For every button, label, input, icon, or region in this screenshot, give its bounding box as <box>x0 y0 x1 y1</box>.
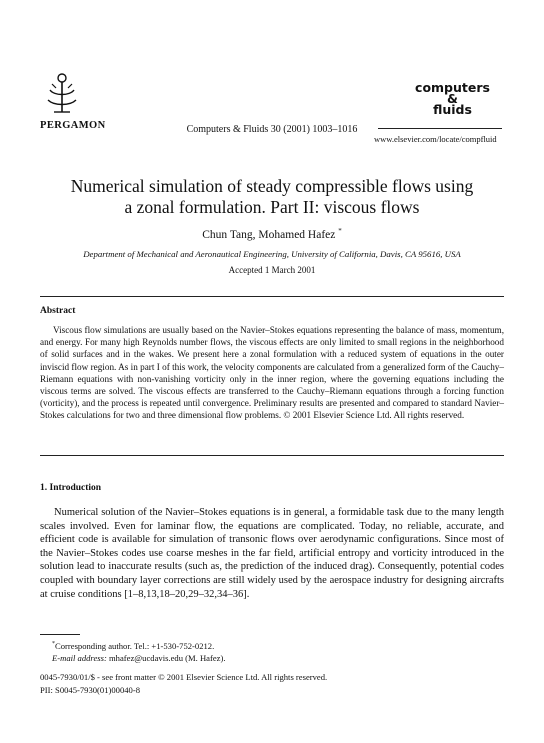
pii-line: PII: S0045-7930(01)00040-8 <box>40 685 141 695</box>
footnote-rule <box>40 634 80 635</box>
pergamon-logo-icon <box>44 70 80 116</box>
journal-url-link[interactable]: www.elsevier.com/locate/compfluid <box>374 134 497 144</box>
abstract-body: Viscous flow simulations are usually based on the Navier–Stokes equations representing the balance of mass, momentum, and energy. For many high Reynolds number flows, the viscous effects are only limited to small regions in the neighborhood of solid surfaces and in the wakes. We present here a zonal formulation with a reduced system of equations in the outer inviscid flow region. As in part I of this work, the velocity components are calculated from a generalized form of the Cauchy–Riemann equations with non-vanishing vorticity only in the inner region, where the governing equations including the viscous terms are solved. The viscous effects are transferred to the Cauchy–Riemann equations through a forcing function (vorticity), and the process is repeated until convergence. Preliminary results are presented and compared to standard Navier–Stokes calculations for two and three dimensional flow problems. © 2001 Elsevier Science Ltd. All rights reserved. <box>40 325 504 421</box>
title-line-2: a zonal formulation. Part II: viscous flows <box>124 197 420 217</box>
article-title <box>0 176 544 218</box>
brand-line-1: computers <box>415 80 490 95</box>
email-label: E-mail address: <box>52 653 107 664</box>
accepted-date: Accepted 1 March 2001 <box>228 265 316 275</box>
corresponding-author-note <box>52 638 225 652</box>
journal-brand-logo <box>405 82 500 115</box>
publication-info <box>40 671 327 697</box>
header-divider <box>378 128 502 129</box>
brand-line-2: & <box>447 91 458 106</box>
footnote-mark: * <box>52 641 55 647</box>
introduction-paragraph: Numerical solution of the Navier–Stokes equations is in general, a formidable task due to the many length scales involved. Even for laminar flow, the equations are complicated. Today, no reliable, accurate, and efficient code is available for simulation of transonic flows over aerodynamic configurations. Since most of the Navier–Stokes codes use coarse meshes in the far field, artificial entropy and vorticity introduced in the solution lead to inaccurate results (such as, the prediction of the induced drag). Consequently, potential codes coupled with boundary layer corrections are still widely used by the aerospace industry for designing aircrafts at cruise conditions [1–8,13,18–20,29–32,34–36]. <box>40 507 504 600</box>
abstract-bottom-rule <box>40 455 504 456</box>
author-affiliation: Department of Mechanical and Aeronautical Engineering, University of California, Davis, CA 95616, USA <box>83 249 461 259</box>
abstract-top-rule <box>40 296 504 297</box>
abstract-heading: Abstract <box>40 306 76 316</box>
publisher-name: PERGAMON <box>40 120 106 131</box>
section-heading-introduction: 1. Introduction <box>40 483 102 493</box>
brand-line-3: fluids <box>433 102 472 117</box>
email-address-link[interactable]: mhafez@ucdavis.edu (M. Hafez). <box>108 653 226 664</box>
author-footnote-mark[interactable]: * <box>338 227 342 235</box>
journal-citation: Computers & Fluids 30 (2001) 1003–1016 <box>186 124 358 135</box>
corresponding-author-text: Corresponding author. Tel.: +1-530-752-0212. <box>55 640 215 651</box>
email-note <box>52 652 225 665</box>
title-line-1: Numerical simulation of steady compressible flows using <box>70 176 474 196</box>
issn-line: 0045-7930/01/$ - see front matter © 2001 Elsevier Science Ltd. All rights reserved. <box>40 672 328 682</box>
author-names: Chun Tang, Mohamed Hafez <box>202 228 336 241</box>
author-list <box>0 227 544 241</box>
footnote <box>52 638 225 665</box>
